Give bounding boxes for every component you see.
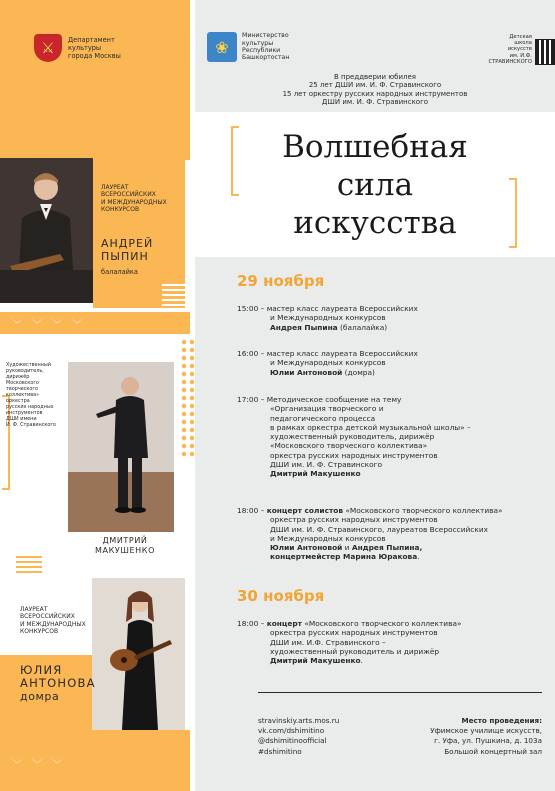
poster-title — [195, 128, 555, 242]
vk-link[interactable]: vk.com/dshimitino — [258, 726, 325, 736]
venue-info — [390, 716, 542, 757]
event-line: 17:00 – Методическое сообщение на тему — [237, 395, 402, 404]
name-line: ПЫПИН — [101, 249, 149, 263]
chevron-down-icon: ﹀ — [52, 759, 62, 771]
name-line: МАКУШЕНКО — [95, 545, 155, 555]
name-line: АНДРЕЙ — [101, 237, 154, 250]
name-line: АНТОНОВА — [20, 676, 96, 690]
laureate-line: ЛАУРЕАТ — [20, 606, 48, 613]
venue-line: Большой концертный зал — [444, 746, 542, 756]
event-time: 18:00 – — [237, 619, 267, 628]
yulia-instrument: домра — [20, 690, 60, 703]
yulia-name — [20, 664, 96, 690]
event-line — [237, 543, 547, 552]
event-line: «Организация творческого и — [270, 404, 384, 414]
ministry-line: культуры — [242, 39, 274, 47]
ministry-logo — [207, 32, 289, 62]
role-line: Московского — [6, 380, 39, 386]
event-time: 18:00 – — [237, 506, 267, 515]
event-line: и Международных конкурсов — [270, 533, 386, 543]
ministry-name — [242, 32, 289, 61]
moscow-culture-dept-logo — [34, 34, 158, 62]
role-line: русских народных — [6, 404, 54, 410]
role-line: И. Ф. Стравинского — [6, 422, 56, 428]
laureate-line: И МЕЖДУНАРОДНЫХ — [101, 198, 167, 206]
event-line — [237, 552, 547, 561]
chevron-down-icon: ﹀ — [32, 759, 42, 771]
event-masterclass-andrey — [237, 304, 547, 332]
event-text: . — [360, 656, 363, 666]
event-line: педагогического процесса — [270, 413, 376, 423]
role-line: творческого — [6, 386, 38, 392]
title-line: искусства — [293, 205, 457, 241]
event-text: и — [342, 543, 352, 553]
event-line: 15:00 – мастер класс лауреата Всероссийских — [237, 304, 418, 313]
role-line: инструментов — [6, 410, 43, 416]
chevron-down-icon: ﹀ — [12, 319, 22, 331]
event-methodical-talk — [237, 395, 547, 479]
website-link[interactable]: stravinskiy.arts.mos.ru — [258, 716, 340, 725]
event-line: ДШИ им. И. Ф. Стравинского, лауреатов Всероссийских — [270, 524, 489, 534]
date-heading-day1: 29 ноября — [237, 272, 325, 290]
laureate-line: КОНКУРСОВ — [101, 206, 140, 214]
event-line: художественный руководитель, дирижёр — [270, 432, 435, 442]
dmitry-makushenko-photo — [68, 362, 174, 532]
venue-label-text: Место проведения: — [461, 716, 542, 725]
yulia-antonova-photo — [92, 578, 185, 730]
role-line: дирижёр — [6, 374, 30, 380]
intro-line: 25 лет ДШИ им. И. Ф. Стравинского — [308, 81, 442, 90]
laureate-line: ВСЕРОССИЙСКИХ — [20, 613, 75, 621]
event-line: и Международных конкурсов — [270, 358, 386, 368]
event-text: «Московского творческого коллектива» — [343, 506, 503, 515]
laureate-line: ЛАУРЕАТ — [101, 184, 129, 191]
event-line: 16:00 – мастер класс лауреата Всероссийских — [237, 349, 418, 358]
event-type: концерт солистов — [266, 506, 344, 515]
conductor-illustration — [68, 362, 174, 532]
chevron-down-icon: ﹀ — [52, 319, 62, 331]
moscow-coat-of-arms-icon: ⚔ — [34, 34, 62, 62]
intro-line: В преддверии юбилея — [334, 73, 416, 81]
chevron-decoration — [0, 312, 190, 334]
event-line: оркестра русских народных инструментов — [270, 515, 438, 525]
chevron-down-icon: ﹀ — [72, 319, 82, 331]
logos-row — [195, 28, 555, 73]
venue-line: г. Уфа, ул. Пушкина, д. 103а — [434, 736, 542, 746]
event-line: ДШИ им. И.Ф. Стравинского – — [270, 637, 386, 647]
school-logo — [471, 34, 555, 65]
performer-name: Андрея Пыпина — [270, 322, 338, 332]
performer-name: Юлии Антоновой — [270, 543, 343, 553]
moscow-dept-line: культуры — [68, 43, 102, 52]
moscow-dept-name — [68, 36, 158, 61]
anniversary-intro — [195, 73, 555, 107]
andrey-pypin-photo — [0, 158, 93, 303]
event-line: в рамках оркестра детской музыкальной школы» – — [270, 422, 471, 432]
decorative-lines — [16, 556, 42, 576]
event-type: концерт — [266, 619, 302, 628]
bashkortostan-emblem-icon: ❀ — [207, 32, 237, 62]
event-line: оркестра русских народных инструментов — [270, 628, 438, 638]
musician-with-domra-illustration — [92, 578, 185, 730]
intro-line: 15 лет оркестру русских народных инструментов — [282, 89, 468, 98]
name-line: ДМИТРИЙ — [102, 536, 148, 545]
performer-name: Дмитрий Макушенко — [270, 656, 361, 666]
dmitry-name — [80, 536, 170, 555]
orange-header-block — [0, 0, 190, 160]
role-line: коллектива» — [6, 392, 40, 398]
chevron-down-icon: ﹀ — [32, 319, 42, 331]
event-line: «Московского творческого коллектива» — [270, 441, 428, 451]
name-line: ЮЛИЯ — [20, 663, 63, 677]
event-line: оркестра русских народных инструментов — [270, 450, 438, 460]
laureate-line: КОНКУРСОВ — [20, 628, 59, 636]
andrey-name — [101, 238, 153, 263]
event-text: . — [417, 552, 420, 562]
event-line — [237, 619, 547, 628]
contact-links — [258, 716, 339, 757]
event-soloists-concert — [237, 506, 547, 562]
hashtag[interactable]: #dshimitino — [258, 746, 302, 756]
laureate-line: ВСЕРОССИЙСКИХ — [101, 191, 156, 199]
event-line — [237, 368, 547, 377]
social-handle[interactable]: @dshimitinoofficial — [258, 736, 327, 746]
school-line: искусств — [507, 46, 532, 53]
andrey-laureate-text — [101, 184, 167, 214]
chevron-down-icon: ﹀ — [12, 759, 22, 771]
event-text: (балалайка) — [337, 322, 388, 332]
school-line: Детская — [509, 34, 532, 40]
performer-name: Андрея Пыпина, — [351, 543, 423, 553]
intro-line: ДШИ им. И. Ф. Стравинского — [321, 98, 429, 107]
chevron-decoration — [0, 752, 190, 774]
role-line: руководитель, — [6, 368, 44, 374]
footer-divider — [258, 692, 542, 693]
role-line: ДШИ имени — [6, 416, 37, 422]
venue-label — [390, 716, 542, 726]
role-line: Художественный — [6, 362, 51, 368]
event-line: ДШИ им. И. Ф. Стравинского — [270, 460, 383, 470]
musician-with-balalaika-illustration — [0, 158, 93, 303]
event-orchestra-concert — [237, 619, 547, 665]
yulia-laureate-text — [20, 606, 86, 636]
event-text: (домра) — [342, 367, 375, 377]
event-masterclass-yulia — [237, 349, 547, 377]
school-line: школа — [514, 40, 532, 47]
ministry-line: Министерство — [242, 32, 289, 40]
ministry-line: Башкортостан — [242, 54, 290, 62]
event-line — [237, 656, 547, 665]
role-line: оркестра — [6, 398, 30, 404]
ministry-line: Республики — [242, 47, 281, 54]
school-name — [471, 34, 532, 65]
event-line: художественный руководитель и дирижёр — [270, 646, 440, 656]
dmitry-role-text — [6, 362, 66, 428]
venue-line: Уфимское училище искусств, — [430, 726, 542, 736]
performer-name: Дмитрий Макушенко — [270, 469, 361, 479]
date-heading-day2: 30 ноября — [237, 587, 325, 605]
moscow-dept-line: Департамент — [68, 35, 115, 44]
decorative-lines — [162, 284, 188, 309]
event-line: и Международных конкурсов — [270, 313, 386, 323]
event-text: «Московского творческого коллектива» — [301, 619, 462, 628]
moscow-dept-line: города Москвы — [68, 52, 121, 61]
piano-keys-icon — [535, 39, 555, 65]
school-line: им. И.Ф. СТРАВИНСКОГО — [488, 52, 532, 65]
event-line — [237, 506, 547, 515]
performer-name: Юлии Антоновой — [270, 367, 343, 377]
title-line: сила — [336, 167, 414, 203]
andrey-instrument: балалайка — [101, 268, 138, 276]
event-line — [237, 469, 547, 478]
event-line — [237, 323, 547, 332]
title-line: Волшебная — [282, 129, 468, 165]
accompanist-name: концертмейстер Марина Юракова — [270, 552, 418, 562]
laureate-line: И МЕЖДУНАРОДНЫХ — [20, 620, 86, 628]
